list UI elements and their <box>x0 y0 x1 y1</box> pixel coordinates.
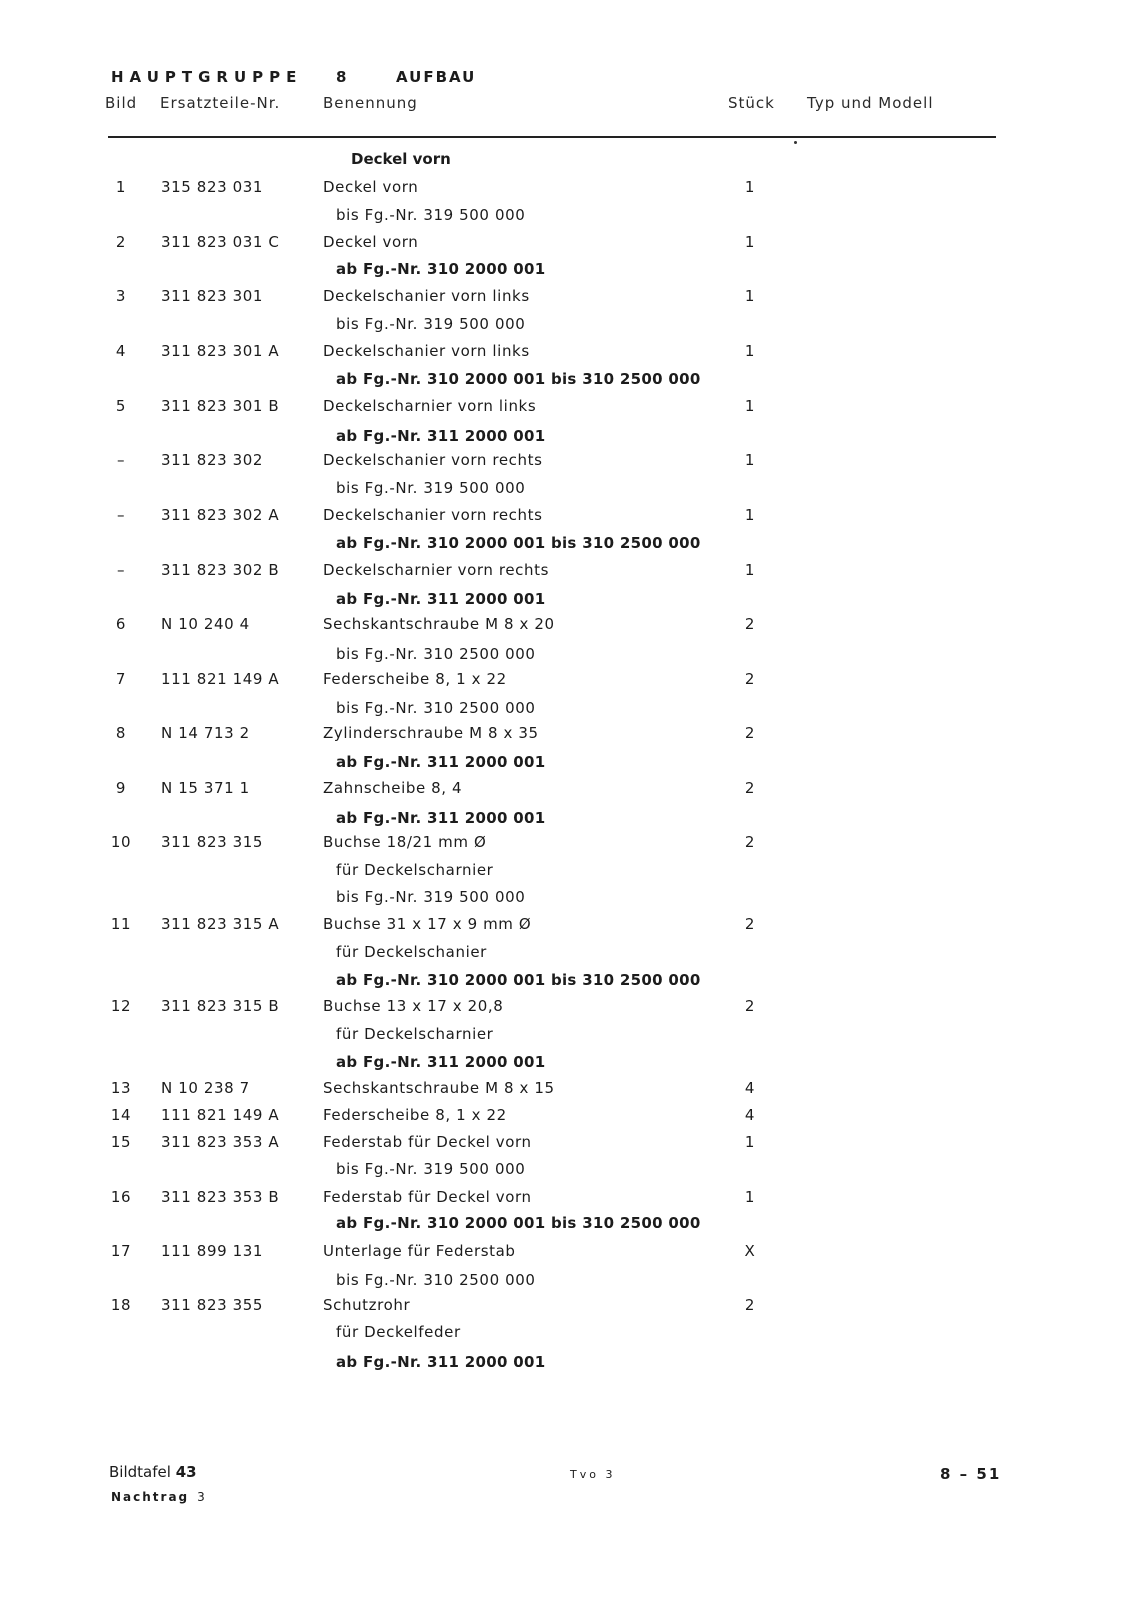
row-part-number: 311 823 301 <box>161 287 264 305</box>
row-quantity: 1 <box>744 178 756 196</box>
row-description: Federstab für Deckel vorn <box>323 1133 532 1151</box>
row-quantity: 1 <box>744 287 756 305</box>
main-group-label: HAUPTGRUPPE <box>111 68 303 86</box>
row-quantity: 2 <box>744 1296 756 1314</box>
row-description: Deckelschanier vorn rechts <box>323 451 543 469</box>
row-part-number: 311 823 301 A <box>161 342 280 360</box>
table-row <box>0 1079 1134 1099</box>
row-description: Deckelschanier vorn links <box>323 287 530 305</box>
bildtafel-number: 43 <box>175 1463 197 1481</box>
row-part-number: 311 823 355 <box>161 1296 264 1314</box>
row-description: Deckel vorn <box>323 178 419 196</box>
table-row <box>0 670 1134 690</box>
table-row <box>0 1133 1134 1153</box>
row-note: bis Fg.-Nr. 319 500 000 <box>336 206 526 224</box>
row-quantity: 2 <box>744 724 756 742</box>
row-bild: – <box>116 451 126 469</box>
row-bild: – <box>116 506 126 524</box>
row-part-number: 311 823 353 A <box>161 1133 280 1151</box>
table-row <box>0 451 1134 471</box>
row-part-number: N 14 713 2 <box>161 724 250 742</box>
row-note: ab Fg.-Nr. 310 2000 001 bis 310 2500 000 <box>336 971 701 989</box>
row-description: Buchse 13 x 17 x 20,8 <box>323 997 504 1015</box>
row-description: Deckelschanier vorn links <box>323 342 530 360</box>
row-bild: 13 <box>110 1079 132 1097</box>
row-part-number: 111 821 149 A <box>161 670 280 688</box>
row-quantity: 2 <box>744 615 756 633</box>
row-part-number: N 10 240 4 <box>161 615 250 633</box>
row-description: Zahnscheibe 8, 4 <box>323 779 463 797</box>
row-quantity: 1 <box>744 451 756 469</box>
row-note: ab Fg.-Nr. 310 2000 001 bis 310 2500 000 <box>336 370 701 388</box>
row-note: bis Fg.-Nr. 319 500 000 <box>336 1160 526 1178</box>
row-description: Unterlage für Federstab <box>323 1242 516 1260</box>
row-description: Deckelscharnier vorn links <box>323 397 537 415</box>
row-part-number: 111 821 149 A <box>161 1106 280 1124</box>
row-quantity: 1 <box>744 1133 756 1151</box>
bildtafel-label: Bildtafel <box>109 1463 171 1481</box>
row-bild: 18 <box>110 1296 132 1314</box>
table-row <box>0 1296 1134 1316</box>
table-row <box>0 178 1134 198</box>
table-row <box>0 1242 1134 1262</box>
row-note: ab Fg.-Nr. 311 2000 001 <box>336 427 546 445</box>
table-row <box>0 287 1134 307</box>
row-part-number: N 10 238 7 <box>161 1079 250 1097</box>
row-quantity: 1 <box>744 233 756 251</box>
table-row <box>0 233 1134 253</box>
row-bild: – <box>116 561 126 579</box>
nachtrag <box>111 1490 207 1504</box>
row-bild: 10 <box>110 833 132 851</box>
row-note: bis Fg.-Nr. 310 2500 000 <box>336 699 536 717</box>
row-part-number: 315 823 031 <box>161 178 264 196</box>
row-quantity: X <box>744 1242 756 1260</box>
row-note: bis Fg.-Nr. 310 2500 000 <box>336 1271 536 1289</box>
row-note: ab Fg.-Nr. 311 2000 001 <box>336 753 546 771</box>
nachtrag-number: 3 <box>197 1490 207 1504</box>
row-bild: 3 <box>115 287 127 305</box>
row-quantity: 1 <box>744 1188 756 1206</box>
row-bild: 6 <box>115 615 127 633</box>
row-part-number: 311 823 315 <box>161 833 264 851</box>
row-quantity: 1 <box>744 397 756 415</box>
row-bild: 12 <box>110 997 132 1015</box>
row-note: ab Fg.-Nr. 310 2000 001 bis 310 2500 000 <box>336 1214 701 1232</box>
row-quantity: 1 <box>744 342 756 360</box>
row-description: Federscheibe 8, 1 x 22 <box>323 1106 507 1124</box>
row-bild: 5 <box>115 397 127 415</box>
row-part-number: 311 823 302 A <box>161 506 280 524</box>
col-header-description: Benennung <box>323 94 418 112</box>
row-note: für Deckelfeder <box>336 1323 461 1341</box>
table-row <box>0 997 1134 1017</box>
row-note: ab Fg.-Nr. 310 2000 001 <box>336 260 546 278</box>
table-row <box>0 833 1134 853</box>
table-row <box>0 342 1134 362</box>
rule-mark <box>794 141 797 144</box>
row-description: Buchse 18/21 mm Ø <box>323 833 487 851</box>
row-note: für Deckelscharnier <box>336 1025 494 1043</box>
row-part-number: 111 899 131 <box>161 1242 264 1260</box>
row-part-number: N 15 371 1 <box>161 779 250 797</box>
row-bild: 11 <box>110 915 132 933</box>
table-row <box>0 615 1134 635</box>
row-bild: 17 <box>110 1242 132 1260</box>
nachtrag-label: Nachtrag <box>111 1490 190 1504</box>
row-quantity: 2 <box>744 779 756 797</box>
bildtafel <box>109 1463 197 1481</box>
table-row <box>0 779 1134 799</box>
row-note: für Deckelscharnier <box>336 861 494 879</box>
row-note: ab Fg.-Nr. 310 2000 001 bis 310 2500 000 <box>336 534 701 552</box>
row-quantity: 2 <box>744 833 756 851</box>
row-part-number: 311 823 302 <box>161 451 264 469</box>
row-quantity: 4 <box>744 1079 756 1097</box>
row-bild: 8 <box>115 724 127 742</box>
row-description: Sechskantschraube M 8 x 15 <box>323 1079 555 1097</box>
row-quantity: 2 <box>744 670 756 688</box>
main-group-number: 8 <box>336 68 347 86</box>
header-rule <box>108 136 996 138</box>
row-note: ab Fg.-Nr. 311 2000 001 <box>336 590 546 608</box>
row-description: Schutzrohr <box>323 1296 411 1314</box>
row-bild: 14 <box>110 1106 132 1124</box>
table-row <box>0 397 1134 417</box>
col-header-quantity: Stück <box>728 94 775 112</box>
col-header-bild: Bild <box>105 94 138 112</box>
row-part-number: 311 823 031 C <box>161 233 280 251</box>
row-note: für Deckelschanier <box>336 943 487 961</box>
group-name: AUFBAU <box>396 68 477 86</box>
row-quantity: 4 <box>744 1106 756 1124</box>
section-title: Deckel vorn <box>351 150 451 168</box>
row-note: ab Fg.-Nr. 311 2000 001 <box>336 1353 546 1371</box>
row-quantity: 1 <box>744 506 756 524</box>
row-description: Buchse 31 x 17 x 9 mm Ø <box>323 915 532 933</box>
row-description: Deckel vorn <box>323 233 419 251</box>
row-note: bis Fg.-Nr. 319 500 000 <box>336 888 526 906</box>
row-note: ab Fg.-Nr. 311 2000 001 <box>336 1053 546 1071</box>
table-row <box>0 561 1134 581</box>
row-bild: 2 <box>115 233 127 251</box>
row-note: ab Fg.-Nr. 311 2000 001 <box>336 809 546 827</box>
row-description: Zylinderschraube M 8 x 35 <box>323 724 539 742</box>
table-row <box>0 506 1134 526</box>
row-quantity: 2 <box>744 997 756 1015</box>
row-bild: 1 <box>115 178 127 196</box>
row-description: Federstab für Deckel vorn <box>323 1188 532 1206</box>
col-header-part-number: Ersatzteile-Nr. <box>160 94 281 112</box>
row-note: bis Fg.-Nr. 319 500 000 <box>336 315 526 333</box>
row-part-number: 311 823 301 B <box>161 397 280 415</box>
row-part-number: 311 823 353 B <box>161 1188 280 1206</box>
table-row <box>0 1188 1134 1208</box>
row-part-number: 311 823 302 B <box>161 561 280 579</box>
row-description: Federscheibe 8, 1 x 22 <box>323 670 507 688</box>
table-row <box>0 915 1134 935</box>
row-bild: 9 <box>115 779 127 797</box>
row-description: Sechskantschraube M 8 x 20 <box>323 615 555 633</box>
col-header-type-model: Typ und Modell <box>807 94 934 112</box>
row-quantity: 2 <box>744 915 756 933</box>
table-row <box>0 724 1134 744</box>
row-part-number: 311 823 315 B <box>161 997 280 1015</box>
table-row <box>0 1106 1134 1126</box>
row-bild: 7 <box>115 670 127 688</box>
row-description: Deckelscharnier vorn rechts <box>323 561 550 579</box>
row-note: bis Fg.-Nr. 310 2500 000 <box>336 645 536 663</box>
row-bild: 4 <box>115 342 127 360</box>
page-number: 8 – 51 <box>940 1465 1002 1483</box>
row-part-number: 311 823 315 A <box>161 915 280 933</box>
row-bild: 16 <box>110 1188 132 1206</box>
row-bild: 15 <box>110 1133 132 1151</box>
row-quantity: 1 <box>744 561 756 579</box>
footer-center-mark: Tvo 3 <box>570 1468 616 1481</box>
row-description: Deckelschanier vorn rechts <box>323 506 543 524</box>
row-note: bis Fg.-Nr. 319 500 000 <box>336 479 526 497</box>
